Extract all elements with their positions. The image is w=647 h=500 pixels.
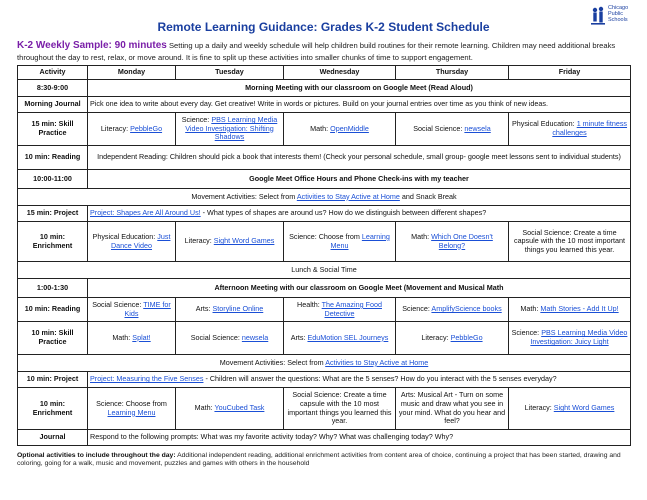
cell-rd2-friday [509, 298, 631, 322]
row-afternoon-meeting [18, 279, 631, 298]
intro-text: Setting up a daily and weekly schedule will help children build routines for their remote learning. Children may need additional breaks throughout the day to rest, relax, or move around. It is fine to split up these activities into smaller chunks of time to support engagement. [17, 41, 616, 62]
row-movement-2 [18, 355, 631, 372]
cell-text: Social Science: Create a time capsule with the 10 most important things you learned this year. [513, 227, 626, 254]
link-math-stories[interactable]: Math Stories - Add It Up! [540, 304, 619, 314]
label-skill-practice-1: 15 min: Skill Practice [18, 113, 88, 146]
link-splat[interactable]: Splat! [132, 332, 151, 342]
link-sight-word-games[interactable]: Sight Word Games [213, 236, 275, 246]
afternoon-meeting-text: Afternoon Meeting with our classroom on Google Meet (Movement and Musical Math [88, 279, 631, 298]
cell-en2-friday [509, 388, 631, 430]
cell-prefix: Math: [112, 332, 133, 342]
link-which-one-doesnt-belong[interactable]: Which One Doesn't Belong? [431, 231, 493, 250]
cell-prefix: Literacy: [184, 236, 214, 246]
cell-prefix: Arts: [195, 304, 213, 314]
row-reading-1 [18, 146, 631, 170]
logo-line-2: Public [608, 11, 623, 17]
row-enrichment-1 [18, 222, 631, 262]
link-newsela[interactable]: newsela [241, 332, 269, 342]
cell-prefix: Social Science: [190, 332, 242, 342]
cell-prefix: Social Science: [92, 299, 144, 309]
link-project-five-senses[interactable]: Project: Measuring the Five Senses [90, 374, 204, 384]
link-pebblego[interactable]: PebbleGo [450, 332, 483, 342]
label-skill-practice-2: 10 min: Skill Practice [18, 322, 88, 355]
link-activities-stay-active[interactable]: Activities to Stay Active at Home [296, 191, 400, 201]
label-enrichment-2: 10 min: Enrichment [18, 388, 88, 430]
label-journal: Journal [18, 430, 88, 446]
cell-prefix: Math: [520, 304, 541, 314]
col-friday: Friday [509, 66, 631, 80]
footer-text: Additional independent reading, additional enrichment activities from content area of choice, continuing a project that has been started, drawing and coloring, going for a walk, music and movement, puzzles and games with others in the household [17, 452, 621, 468]
row-project-1 [18, 206, 631, 222]
cell-sp1-thursday [396, 113, 509, 146]
cell-prefix: Math: [411, 231, 432, 241]
label-reading-1: 10 min: Reading [18, 146, 88, 170]
cell-sp1-tuesday [176, 113, 284, 146]
col-wednesday: Wednesday [284, 66, 396, 80]
link-time-for-kids[interactable]: TIME for Kids [124, 299, 171, 318]
logo-line-3: Schools [608, 17, 628, 23]
lunch-text: Lunch & Social Time [18, 262, 631, 279]
link-youcubed-task[interactable]: YouCubed Task [214, 403, 265, 413]
label-project-2: 10 min: Project [18, 372, 88, 388]
col-monday: Monday [88, 66, 176, 80]
cell-prefix: Social Science: [413, 123, 465, 133]
time-office-hours: 10:00-11:00 [18, 170, 88, 189]
cell-rd2-thursday [396, 298, 509, 322]
link-openmiddle[interactable]: OpenMiddle [330, 123, 369, 133]
link-amazing-food-detective[interactable]: The Amazing Food Detective [321, 299, 382, 318]
project-2-cell [88, 372, 631, 388]
cell-sp2-tuesday [176, 322, 284, 355]
row-journal [18, 430, 631, 446]
cps-logo-icon [591, 6, 607, 26]
movement-2-cell [18, 355, 631, 372]
cell-en1-wednesday [284, 222, 396, 262]
project-2-suffix: - Children will answer the questions: What are the 5 senses? How do you interact with the 5 senses everyday? [203, 374, 557, 384]
col-activity: Activity [18, 66, 88, 80]
cell-en2-tuesday [176, 388, 284, 430]
cell-sp2-thursday [396, 322, 509, 355]
link-learning-menu[interactable]: Learning Menu [330, 231, 390, 250]
header-row [18, 66, 631, 80]
label-reading-2: 10 min: Reading [18, 298, 88, 322]
link-fitness-challenges[interactable]: 1 minute fitness challenges [552, 119, 628, 137]
row-lunch [18, 262, 631, 279]
row-project-2 [18, 372, 631, 388]
movement-suffix: and Snack Break [399, 191, 457, 201]
journal-text: Respond to the following prompts: What was my favorite activity today? Why? What was challenging today? Why? [88, 430, 631, 446]
cell-sp1-monday [88, 113, 176, 146]
cell-en1-friday [509, 222, 631, 262]
cell-rd2-tuesday [176, 298, 284, 322]
project-1-suffix: - What types of shapes are around us? How do we distinguish between different shapes? [200, 208, 487, 218]
cell-prefix: Physical Education: [92, 231, 158, 241]
link-storyline-online[interactable]: Storyline Online [212, 304, 264, 314]
cell-text: Social Science: Create a time capsule with the 10 most important things you learned this year. [287, 390, 392, 426]
movement-prefix: Movement Activities: Select from [191, 191, 297, 201]
link-learning-menu[interactable]: Learning Menu [107, 407, 156, 417]
cell-en1-tuesday [176, 222, 284, 262]
schedule-table [17, 65, 631, 446]
link-pbs-juicy-light[interactable]: PBS Learning Media Video Investigation: Juicy Light [530, 328, 628, 346]
row-skill-practice-2 [18, 322, 631, 355]
link-amplifyscience-books[interactable]: AmplifyScience books [431, 304, 502, 314]
cell-en1-monday [88, 222, 176, 262]
cell-rd2-wednesday [284, 298, 396, 322]
cell-sp1-wednesday [284, 113, 396, 146]
movement-1-cell [18, 189, 631, 206]
link-activities-stay-active[interactable]: Activities to Stay Active at Home [325, 357, 429, 367]
cell-sp2-wednesday [284, 322, 396, 355]
row-movement-1 [18, 189, 631, 206]
row-enrichment-2 [18, 388, 631, 430]
cell-prefix: Science: [511, 328, 542, 338]
link-pebblego[interactable]: PebbleGo [130, 123, 163, 133]
label-morning-journal: Morning Journal [18, 97, 88, 113]
link-sight-word-games[interactable]: Sight Word Games [553, 403, 615, 413]
cell-sp1-friday [509, 113, 631, 146]
cps-logo [591, 2, 647, 28]
project-1-cell [88, 206, 631, 222]
link-pbs-shifting-shadows[interactable]: PBS Learning Media Video Investigation: Shifting Shadows [185, 115, 278, 142]
link-just-dance[interactable]: Just Dance Video [110, 231, 171, 250]
cell-sp2-friday [509, 322, 631, 355]
row-skill-practice-1 [18, 113, 631, 146]
page-title: Remote Learning Guidance: Grades K-2 Student Schedule [157, 20, 490, 34]
intro-paragraph [17, 40, 629, 63]
cell-prefix: Math: [194, 403, 215, 413]
cell-prefix: Science: [402, 304, 432, 314]
cell-prefix: Literacy: [524, 403, 554, 413]
time-afternoon-meeting: 1:00-1:30 [18, 279, 88, 298]
footer-note [17, 452, 630, 469]
row-reading-2 [18, 298, 631, 322]
cell-prefix: Math: [310, 123, 331, 133]
intro-highlight: K-2 Weekly Sample: 90 minutes [17, 40, 167, 51]
reading-1-text: Independent Reading: Children should pick a book that interests them! (Check your personal schedule, small group- google meet lessons sent to individual students) [88, 146, 631, 170]
row-office-hours [18, 170, 631, 189]
label-enrichment-1: 10 min: Enrichment [18, 222, 88, 262]
label-project-1: 15 min: Project [18, 206, 88, 222]
link-newsela[interactable]: newsela [464, 123, 491, 133]
col-tuesday: Tuesday [176, 66, 284, 80]
morning-meeting-text: Morning Meeting with our classroom on Google Meet (Read Aloud) [88, 80, 631, 97]
cell-prefix: Literacy: [100, 123, 131, 133]
footer-bold: Optional activities to include throughout the day: [17, 452, 176, 459]
col-thursday: Thursday [396, 66, 509, 80]
morning-journal-text: Pick one idea to write about every day. Get creative! Write in words or pictures. Build on your journal entries over time as you think of new ideas. [88, 97, 631, 113]
cell-prefix: Science: Choose from [289, 231, 362, 241]
logo-line-1: Chicago [608, 5, 629, 11]
time-morning-meeting: 8:30-9:00 [18, 80, 88, 97]
cell-en2-thursday [396, 388, 509, 430]
cell-prefix: Science: [181, 115, 212, 125]
row-morning-journal [18, 97, 631, 113]
row-morning-meeting [18, 80, 631, 97]
cell-prefix: Literacy: [421, 332, 451, 342]
cell-prefix: Arts: [290, 332, 308, 342]
cell-sp2-monday [88, 322, 176, 355]
office-hours-text: Google Meet Office Hours and Phone Check-ins with my teacher [88, 170, 631, 189]
cell-prefix: Health: [297, 299, 322, 309]
cell-en1-thursday [396, 222, 509, 262]
link-edumotion[interactable]: EduMotion SEL Journeys [307, 332, 389, 342]
cell-rd2-monday [88, 298, 176, 322]
movement-prefix: Movement Activities: Select from [219, 357, 326, 367]
cell-en2-monday [88, 388, 176, 430]
cell-prefix: Physical Education: [511, 119, 577, 129]
cell-en2-wednesday [284, 388, 396, 430]
cell-prefix: Science: Choose from [96, 398, 167, 408]
cell-text: Arts: Musical Art - Turn on some music and draw what you see in your mind. What do you hear and feel? [398, 390, 506, 426]
link-project-shapes[interactable]: Project: Shapes Are All Around Us! [90, 208, 201, 218]
